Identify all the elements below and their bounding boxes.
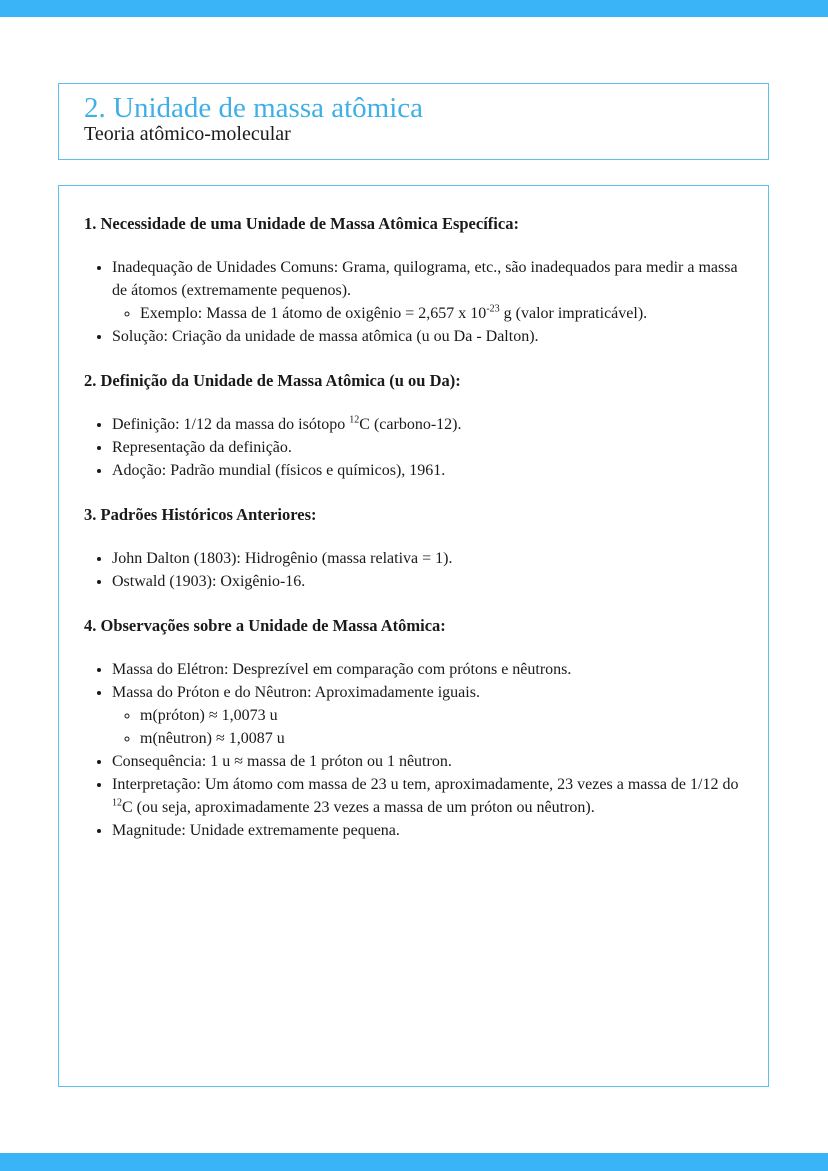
page-title: 2. Unidade de massa atômica: [84, 92, 424, 124]
list-item: [112, 459, 749, 482]
list-item-text: Solução: Criação da unidade de massa atômica (u ou Da - Dalton).: [112, 328, 539, 345]
list-item-text: Consequência: 1 u ≈ massa de 1 próton ou 1 nêutron.: [112, 753, 452, 770]
text-pre: Exemplo: Massa de 1 átomo de oxigênio = 2,657 x 10: [140, 305, 487, 322]
list-item-text: m(nêutron) ≈ 1,0087 u: [140, 730, 285, 747]
section-3-list: [84, 547, 749, 593]
list-item: [112, 681, 749, 750]
sublist: [112, 704, 749, 750]
section-4-list: [84, 658, 749, 842]
section-heading-3: 3. Padrões Históricos Anteriores:: [84, 505, 317, 524]
content-body: [84, 212, 749, 863]
list-item-text: Magnitude: Unidade extremamente pequena.: [112, 822, 400, 839]
section-heading-1: 1. Necessidade de uma Unidade de Massa Atômica Específica:: [84, 214, 519, 233]
list-item-text: Ostwald (1903): Oxigênio-16.: [112, 573, 306, 590]
list-item-text: John Dalton (1803): Hidrogênio (massa relativa = 1).: [112, 550, 453, 567]
superscript: 12: [112, 797, 122, 809]
list-item-text: Representação da definição.: [112, 439, 292, 456]
page-subtitle: Teoria atômico-molecular: [84, 123, 291, 145]
superscript: -23: [486, 303, 500, 315]
list-item: [112, 750, 749, 773]
list-item: [112, 819, 749, 842]
text-pre: Interpretação: Um átomo com massa de 23 u tem, aproximadamente, 23 vezes a massa de 1/12 do: [112, 776, 739, 793]
list-item: [112, 570, 749, 593]
list-subitem: [140, 704, 749, 727]
list-item-text: Massa do Elétron: Desprezível em comparação com prótons e nêutrons.: [112, 661, 572, 678]
section-heading-4: 4. Observações sobre a Unidade de Massa Atômica:: [84, 616, 446, 635]
list-item-text: m(próton) ≈ 1,0073 u: [140, 707, 278, 724]
text-post: C (ou seja, aproximadamente 23 vezes a massa de um próton ou nêutron).: [122, 799, 595, 816]
text-post: g (valor impraticável).: [499, 305, 648, 322]
list-item-text: Massa do Próton e do Nêutron: Aproximadamente iguais.: [112, 684, 480, 701]
list-item: [112, 413, 749, 436]
bottom-accent-bar: [0, 1153, 828, 1171]
list-item: [112, 436, 749, 459]
text-post: C (carbono-12).: [359, 416, 462, 433]
list-item: [112, 773, 749, 819]
section-1-list: [84, 256, 749, 348]
list-item: [112, 547, 749, 570]
list-item: [112, 256, 749, 325]
list-item: [112, 325, 749, 348]
superscript: 12: [349, 414, 360, 426]
list-subitem: [140, 727, 749, 750]
top-accent-bar: [0, 0, 828, 17]
list-item-text: Adoção: Padrão mundial (físicos e químicos), 1961.: [112, 462, 446, 479]
content-box: [58, 185, 769, 1087]
section-heading-2: 2. Definição da Unidade de Massa Atômica (u ou Da):: [84, 371, 461, 390]
section-2-list: [84, 413, 749, 482]
text-pre: Definição: 1/12 da massa do isótopo: [112, 416, 350, 433]
list-item: [112, 658, 749, 681]
header-box: [58, 83, 769, 160]
list-subitem: [140, 302, 749, 325]
list-item-text: Inadequação de Unidades Comuns: Grama, quilograma, etc., são inadequados para medir a massa de átomos (extremamente pequenos).: [112, 259, 738, 299]
sublist: [112, 302, 749, 325]
